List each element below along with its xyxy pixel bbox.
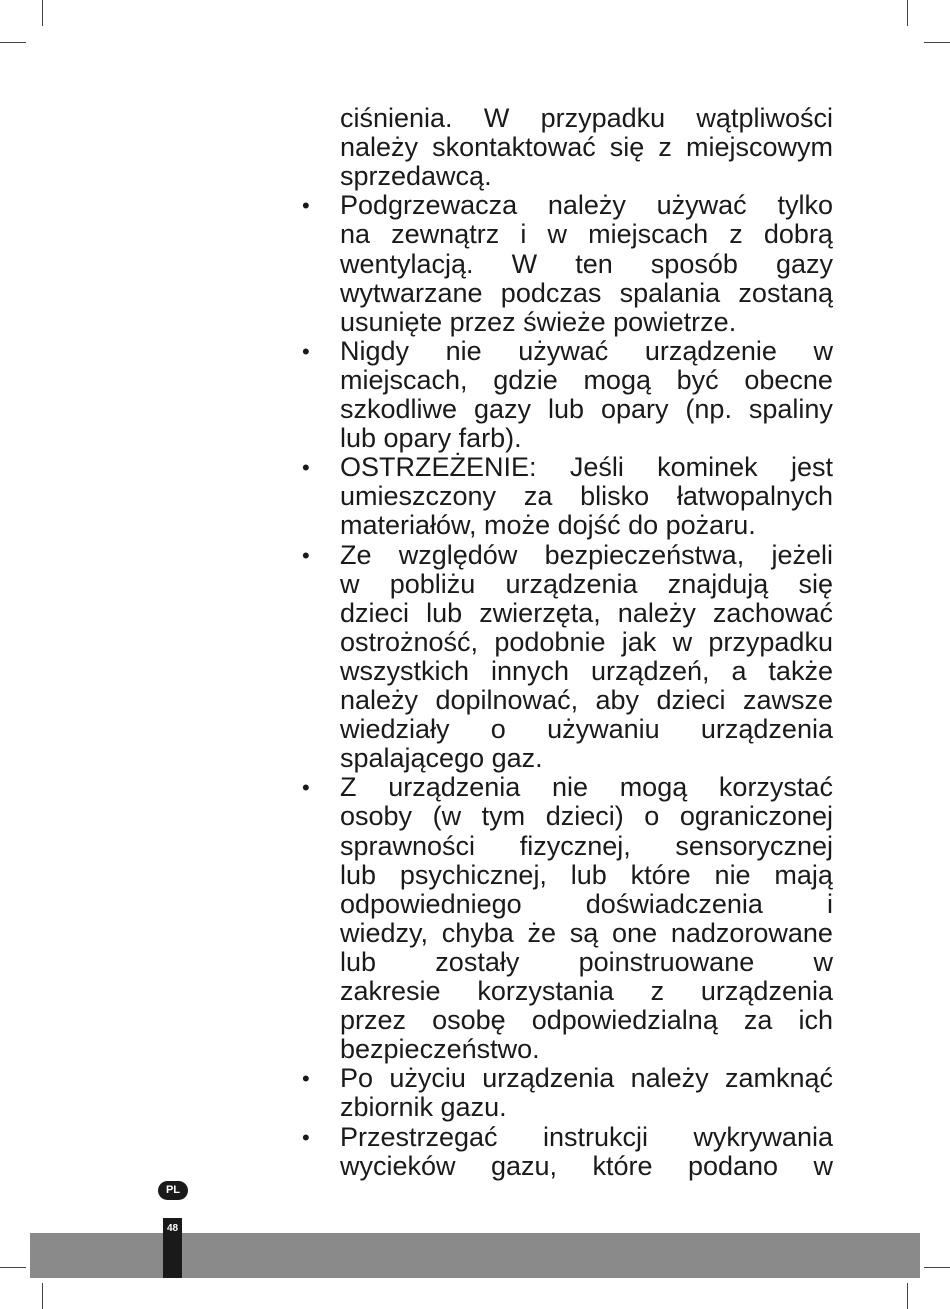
word: gazy [473, 394, 532, 424]
line-text [340, 657, 833, 686]
line-text [340, 191, 833, 220]
word: miejscowym [685, 132, 833, 163]
word: należy [547, 190, 626, 221]
text-line [302, 657, 833, 686]
text-line [302, 744, 833, 773]
word: instrukcji [542, 1121, 649, 1152]
line-text [340, 802, 833, 831]
bullet-icon: • [302, 455, 310, 481]
word: o [490, 714, 506, 745]
word: (w [432, 801, 462, 832]
word: zewnątrz [391, 219, 500, 250]
bullet-line [302, 541, 833, 570]
crop-mark [0, 1267, 26, 1268]
line-text [340, 453, 833, 482]
line-text: bezpieczeństwo. [340, 1034, 540, 1065]
word: należy [340, 132, 419, 163]
word: w [813, 335, 833, 366]
word: zostały [435, 946, 520, 977]
line-text: materiałów, może dojść do pożaru. [340, 510, 756, 541]
word: OSTRZEŻENIE: [340, 452, 537, 483]
bullet-icon: • [302, 1124, 310, 1150]
word: osoby [340, 801, 413, 832]
word: na [340, 219, 371, 250]
text-line [302, 599, 833, 628]
word: ich [798, 1005, 833, 1036]
word: że [527, 917, 557, 948]
line-text [340, 1064, 833, 1093]
word: należy [630, 1063, 709, 1094]
bullet-line [302, 453, 833, 482]
word: lub [426, 597, 463, 628]
word: psychicznej, [399, 859, 547, 890]
word: poinstruowane [578, 946, 755, 977]
word: lub [340, 859, 377, 890]
word: za [743, 1005, 773, 1036]
word: korzystania [477, 976, 614, 1006]
word: Podgrzewacza [340, 190, 518, 221]
word: jest [790, 452, 833, 483]
word: jeżeli [771, 539, 833, 570]
text-line [302, 890, 833, 919]
text-line [302, 308, 833, 337]
word: umieszczony [340, 481, 497, 512]
word: wszystkich [340, 655, 470, 686]
word: wycieków [340, 1150, 456, 1181]
word: wiedzy, [340, 917, 429, 948]
line-text [340, 250, 833, 279]
word: i [520, 219, 527, 250]
word: sposób [650, 248, 738, 279]
line-text [340, 337, 833, 366]
word: sprawności [340, 830, 476, 861]
word: łatwopalnych [676, 481, 833, 512]
line-text [340, 482, 833, 511]
word: lub [340, 946, 377, 977]
word: nie [445, 335, 482, 366]
line-text [340, 948, 833, 977]
word: z [729, 219, 743, 250]
word: ostrożność, [340, 626, 479, 657]
word: z [658, 132, 672, 163]
word: osobę [432, 1005, 506, 1036]
page-number-tab: 48 [163, 1218, 182, 1278]
line-text: spalającego gaz. [340, 743, 543, 774]
word: spaliny [748, 394, 833, 424]
word: używać [518, 335, 609, 366]
text-line [302, 220, 833, 249]
word: w [813, 946, 833, 977]
text-line [302, 366, 833, 395]
word: obecne [744, 364, 833, 395]
word: urządzenia [700, 976, 833, 1006]
word: względów [398, 539, 518, 570]
word: które [592, 1150, 653, 1181]
word: zakresie [340, 976, 441, 1006]
word: w [672, 626, 693, 657]
word: sensorycznej [675, 830, 833, 861]
word: dzieci [340, 597, 410, 628]
word: urządzenia [700, 714, 833, 745]
word: doświadczenia [585, 888, 763, 919]
line-text [340, 715, 833, 744]
word: należy [340, 685, 419, 715]
word: należy [617, 597, 696, 628]
word: ciśnienia. [340, 103, 453, 133]
bullet-line [302, 773, 833, 802]
line-text [340, 1152, 833, 1181]
word: odpowiedniego [340, 888, 522, 919]
word: się [798, 568, 833, 599]
word: mogą [619, 772, 688, 803]
line-text: lub opary farb). [340, 423, 522, 454]
word: wykrywania [693, 1121, 833, 1152]
word: podano [687, 1150, 779, 1181]
line-text: zbiornik gazu. [340, 1092, 507, 1123]
language-badge: PL [158, 1181, 188, 1200]
text-line [302, 686, 833, 715]
text-line [302, 1093, 833, 1122]
word: spalania [619, 277, 721, 308]
word: blisko [580, 481, 650, 512]
bullet-icon: • [302, 193, 310, 219]
word: przypadku [540, 103, 666, 133]
word: (np. [685, 394, 732, 424]
crop-mark [0, 42, 26, 43]
word: także [768, 655, 833, 686]
word: i [827, 888, 833, 919]
word: zostaną [738, 277, 833, 308]
word: wiedziały [340, 714, 450, 745]
text-line [302, 570, 833, 599]
bullet-line [302, 1123, 833, 1152]
word: szkodliwe [340, 394, 458, 424]
text-line [302, 715, 833, 744]
word: wątpliwości [696, 103, 833, 133]
word: zwierzęta, [479, 597, 601, 628]
line-text [340, 220, 833, 249]
word: dopilnować, [435, 685, 579, 715]
word: w [547, 219, 567, 250]
text-line [302, 279, 833, 308]
word: za [523, 481, 553, 512]
word: się [609, 132, 645, 163]
word: a [731, 655, 747, 686]
word: Z [340, 772, 357, 803]
bullet-icon: • [302, 338, 310, 364]
word: które [630, 859, 691, 890]
word: znajdują [667, 568, 769, 599]
line-text [340, 832, 833, 861]
line-text: sprzedawcą. [340, 161, 492, 192]
line-text [340, 977, 833, 1006]
word: skontaktować [432, 132, 596, 163]
word: przez [340, 1005, 407, 1036]
line-text [340, 541, 833, 570]
line-text [340, 599, 833, 628]
word: Jeśli [569, 452, 624, 483]
crop-mark [924, 1267, 950, 1268]
word: używaniu [547, 714, 660, 745]
word: tym [481, 801, 526, 832]
word: mogą [583, 364, 651, 395]
word: odpowiedzialną [531, 1005, 718, 1036]
line-text [340, 890, 833, 919]
word: przypadku [708, 626, 833, 657]
line-text [340, 133, 833, 162]
word: W [483, 103, 510, 133]
word: urządzeń, [590, 655, 710, 686]
crop-mark [924, 42, 950, 43]
crop-mark [42, 0, 43, 26]
text-line [302, 424, 833, 453]
line-text [340, 861, 833, 890]
text-line [302, 482, 833, 511]
word: tylko [777, 190, 833, 221]
line-text [340, 104, 833, 133]
word: urządzenie [644, 335, 777, 366]
text-line [302, 1152, 833, 1181]
word: są [569, 917, 599, 948]
word: ograniczonej [679, 801, 833, 832]
word: korzystać [718, 772, 833, 803]
text-line [302, 919, 833, 948]
word: gazu, [490, 1150, 558, 1181]
word: dobrą [763, 219, 833, 250]
word: wentylacją. [340, 248, 474, 279]
crop-mark [42, 1283, 43, 1309]
word: nie [714, 859, 751, 890]
word: pobliżu [389, 568, 476, 599]
text-line [302, 511, 833, 540]
text-line [302, 133, 833, 162]
bullet-icon: • [302, 775, 310, 801]
text-line [302, 861, 833, 890]
line-text [340, 366, 833, 395]
word: być [676, 364, 719, 395]
word: używać [656, 190, 747, 221]
word: gazy [775, 248, 833, 279]
text-line [302, 250, 833, 279]
line-text [340, 919, 833, 948]
word: gdzie [493, 364, 558, 395]
word: bezpieczeństwa, [544, 539, 745, 570]
line-text [340, 628, 833, 657]
word: nadzorowane [670, 917, 833, 948]
line-text [340, 279, 833, 308]
word: Przestrzegać [340, 1121, 498, 1152]
line-text [340, 395, 833, 424]
text-line [302, 802, 833, 831]
word: w [340, 568, 360, 599]
word: podobnie [494, 626, 606, 657]
word: o [644, 801, 660, 832]
crop-mark [907, 0, 908, 26]
bullet-line [302, 191, 833, 220]
word: one [612, 917, 658, 948]
text-line [302, 948, 833, 977]
line-text [340, 773, 833, 802]
word: zamknąć [724, 1063, 833, 1094]
word: urządzenia [482, 1063, 615, 1094]
bullet-icon: • [302, 1066, 310, 1092]
word: użyciu [389, 1063, 466, 1094]
text-line [302, 1006, 833, 1035]
word: chyba [441, 917, 514, 948]
word: fizycznej, [519, 830, 631, 861]
word: ten [575, 248, 613, 279]
text-line [302, 832, 833, 861]
word: Po [340, 1063, 374, 1094]
crop-mark [907, 1283, 908, 1309]
word: z [650, 976, 665, 1006]
bullet-line [302, 337, 833, 366]
text-line [302, 1035, 833, 1064]
line-text [340, 1123, 833, 1152]
line-text: usunięte przez świeże powietrze. [340, 306, 737, 337]
word: kominek [657, 452, 758, 483]
word: miejscach [588, 219, 709, 250]
word: lub [570, 859, 607, 890]
word: wytwarzane [340, 277, 483, 308]
word: zawsze [742, 685, 833, 715]
bullet-line [302, 1064, 833, 1093]
word: opary [600, 394, 669, 424]
text-line [302, 977, 833, 1006]
line-text [340, 570, 833, 599]
word: dzieci) [545, 801, 624, 832]
word: nie [551, 772, 588, 803]
word: aby [595, 685, 640, 715]
word: dzieci [656, 685, 726, 715]
word: urządzenia [388, 772, 521, 803]
word: Ze [340, 539, 372, 570]
text-line [302, 162, 833, 191]
line-text [340, 686, 833, 715]
word: jak [621, 626, 657, 657]
line-text [340, 1006, 833, 1035]
word: podczas [500, 277, 602, 308]
word: miejscach, [340, 364, 468, 395]
word: innych [490, 655, 569, 686]
text-line [302, 104, 833, 133]
word: urządzenia [505, 568, 638, 599]
text-line [302, 395, 833, 424]
word: lub [547, 394, 584, 424]
text-line [302, 628, 833, 657]
word: mają [774, 859, 833, 890]
word: Nigdy [340, 335, 410, 366]
bullet-icon: • [302, 542, 310, 568]
word: W [511, 248, 538, 279]
word: w [813, 1150, 833, 1181]
word: zachować [712, 597, 833, 628]
